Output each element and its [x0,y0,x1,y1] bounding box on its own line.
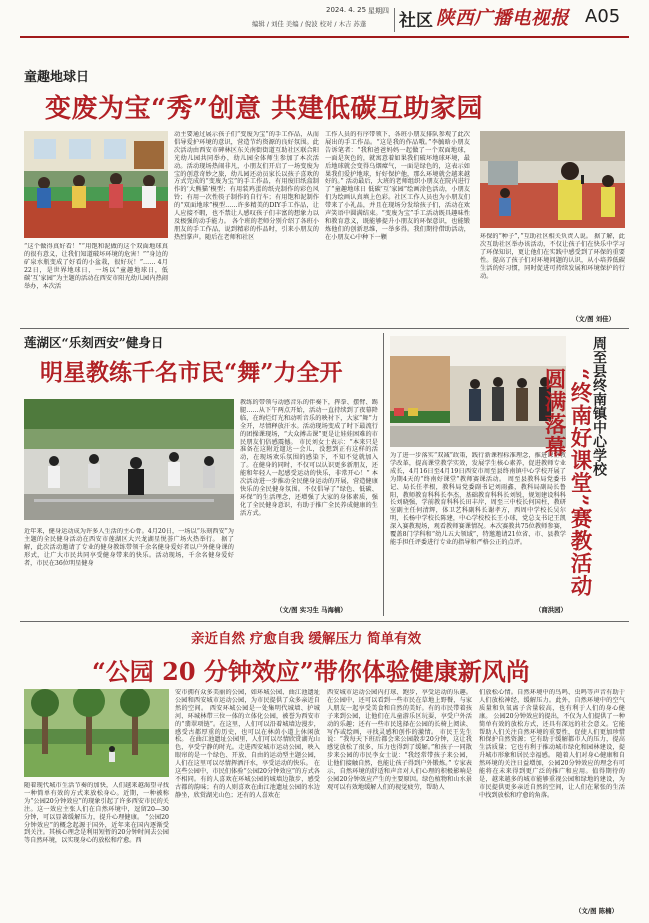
article1-credit: （文/图 刘佳） [572,315,615,323]
article3-vertical-headline: “终南好课堂”赛教活动圆满落幕 [541,368,592,598]
article3-body: 为了进一步落实“双减”政策，践行新课程标准理念，推进课堂教学改革，提高课堂教学实效，发展学生核心素养，促进教师专业成长，4月16日至4月19日西安市周至县终南镇中心学校开展了为期4天的“终南好课堂”教师赛课活动。 周至县教科局党委书记、局长任孝根，教科局党委副书记刘雨鑫，教科局副局长鲁阳，教师教育科科长李杰，基础教育科科长刘锐，规划建设科科长刘晓强，学前教育科科长田丰岸，周至三中校长何国柱，教研室副主任何清辉，体卫艺科副科长谢孝方，西周中学校长吴尔明，长杨中学校长陈建，中心学校校长王小球，党总支书记王凯深入赛教现场，观看教师赛课情况。本次赛教共75位教师参赛，覆盖8门学科和“幼儿五大领域”，特邀邀请21位省、市、县教学能手担任评委进行专业的指导和严格公正的点评。 [390,452,566,546]
article2-kicker: 莲湖区“乐刻西安”健身日 [24,335,164,350]
article3-credit: （商洪园） [535,606,567,614]
article3-vertical-kicker: 周至县终南镇中心学校 [591,336,607,476]
masthead-weekday: 星期四 [368,7,389,15]
park-photo [24,689,169,777]
article4-kicker: 亲近自然 疗愈自我 缓解压力 简单有效 [191,631,422,647]
masthead-rule [20,36,629,38]
article4-col3: 西安城市运动公园内打球、跑步，享受运动的乐趣。 在公园中，还可以看到一些市民在草地上野餐，与家人朋友一起享受美食和自然的美好。有的市民带着孩子来到公园，让他们在儿童游乐区玩耍，享受户外活动的乐趣；还有一些市民选择在公园的长椅上阅读、写作或绘画，寻找灵感和创作的激情。 市民王先生说：“我每天下班后都会来公园散步20分钟，这让我感觉放松了很多，压力也得到了缓解。”和孩子一同散步来公园的市民李女士说：“我经常带孩子来公园，让他们接触自然，也能让孩子得到户外锻炼。” 专家表示，自然环境的舒适和声音对人们心理的积极影响是公园20分钟效应产生的主要原因。绿色植物和山水景观可以有效地缓解人们的视觉疲劳，帮助人 [327,689,472,791]
section-name: 社区 [399,11,433,31]
article4-headline: “公园 20 分钟效应”带你体验健康新风尚 [92,657,530,686]
article1-col1: “这个做得真好看！”“用饱和泥做的这个双面地球真的很有意义，让我们知道破坏环境的危害！”“身边的矿泉水瓶变成了好看的小盆栽，很好玩！”…… 4月22日，是世界地球日，一场以“童趣地球日，低碳‘互’家园”为主题的活动在西安市阳光幼儿园内热闹举办，本次活 [24,243,168,290]
masthead-divider [394,8,395,32]
article1-col4: 环保的“种子”，”互助社区相关负责人说。 据了解，此次互助社区举办该活动，不仅让孩子们在快乐中学习了环保知识，更让他们在实践中感受到了环保的重要性。提高了孩子们对环境问题的认识，从小培养低碳生活的好习惯，同时促进可持续发展和环境保护的行动。 [480,233,625,280]
divider-after-article2 [20,621,629,622]
article4-col1: 随着现代城市生活节奏的加快，人们越来越渴望寻找一种简单有效的方式来放松身心。近期，一种被称为“公园20分钟效应”的现象引起了许多西安市民的关注。这一效应主张人们在自然环境中，逗留20—30分钟，可以显著缓解压力，提升心理健康。 “公园20分钟效应”的概念起源于国外，近年来在国内逐渐受到关注。其核心理念是利用短暂的20分钟时间去公园等自然环境，以实现身心的放松和疗愈。西 [24,782,169,845]
article1-col2: 动主要通过展示孩子们“变废为宝”的手工作品，从而倡导爱护环境的意识，营造节约资源的良好氛围。此次活动由西安市碑林区东关南街街道互助社区联合阳光幼儿园共同举办，幼儿园全体师生参加了本次活动。活动现场热闹非凡，小朋友们开启了一场变废为宝的创意奇妙之旅，幼儿园还动员家长以孩子喜欢的方式完成的“变废为宝”的手工作品，有用废旧纸盒制作的‘大熊猫’模型；有用装鸡蛋的纸壳制作的彩色风铃；有用一次性筷子制作的自行车；有用饱和泥制作的“双面地球”模型……许多精美的DIY手工作品，让人应接不暇，也不禁让人感叹孩子们丰富的想象力以及极强的动手能力。 各个班的老师分别介绍了各班小朋友的手工作品，说到精彩的作品时，引来小朋友的热烈掌声。随后在老师和社区 [174,131,319,241]
article2-col-right: 教练的带领与动感音乐的伴奏下，挥拳、摆臂、踢腿……从下午两点开始，活动一直持续到了夜幕降临，在绚烂灯光和动听音乐的映衬下，大家“舞”力全开，尽情释放汗水。活动现场变成了时下最流行的团操课现场，“大众搏击课”更是让娃娃困难的市民朋友们倍感震撼。 市民刘女士表示：“本来只是准备在这附近遛达一会儿，没想到正有这样的活动，在现场欢乐氛围的感染下，不知不觉就加入了。在健身的同时，不仅可以认识更多新朋友，还能和年轻人一起感受运动的快乐，非常开心！” 本次活动进一步推动全民健身运动的开展，营造健康快乐的全民健身氛围。不仅倡导了“绿色、低碳、环保”的生活理念，还增强了大家的身体素质，强化了全民健身意识，有助于推广全民养成健康的生活方式。 [240,399,378,517]
divider-article2-article3 [383,333,384,616]
paper-name-logo: 陕西广播电视报 [436,8,570,29]
divider-after-article1 [20,328,629,329]
masthead-staff: 编辑 / 刘佳 美编 / 倪波 校对 / 木吉 苏蓬 [252,20,367,28]
kids-crafts-photo [24,131,168,238]
article1-col3: 工作人员的有序带领下，各班小朋友排队参观了此次展出的手工作品。“这是我的作品哦。”李毓晗小朋友告诉笔者：“我和爸爸妈妈一起做了一个双面地球，一面是灰色的，就寓意着如果我们破坏地球环境，最后地球就会变得乌烟瘴气，一面是绿色的，这表示如果我们爱护地球，好好保护他，那么环境就会越来越好的。” 活动最后，大班的老师组织小朋友在院内进行了“童趣地球日 低碳‘互’家园”绘画涂色活动，小朋友们为绘画认真填上色彩。社区工作人员也为小朋友们带来了小礼品，并且在现场分发给孩子们，活动在欢声笑语中圆满结束。“变废为宝”手工活动既具趣味性和教育意义，既能够提升小朋友的环保意识，也能锻炼他们的创新思维，一举多得。我们期待借助活动，在小朋友心中种下一颗 [325,131,470,241]
article1-kicker: 童趣地球日 [24,70,90,85]
fitness-event-photo [24,399,234,520]
masthead-date: 2024. 4. 25 [326,6,367,14]
teacher-speaking-photo [480,131,625,228]
article4-col2: 安市拥有众多美丽的公园，如环城公园、曲江池遗址公园和西安城市运动公园，为市民提供了众多亲近自然的空间。 西安环城公园是一处集明代城墙、护城河、环城林带三位一体的立体化公园，被誉为西安市的“翡翠项链”。在这里，人们可以沿着城墙边漫步，感受古都厚重的历史，也可以在林荫小道上休闲放松。 在曲江池遗址公园里，人们可以尽情欣赏湖光山色，享受宁静的时光。走进西安城市运动公园，映入眼帘的是一个绿色、开放、自由的运动型主题公园，人们在这里可以尽情挥洒汗水，享受运动的快乐。 在这些公园中，市民们体验“公园20分钟效应”的方式各不相同。有的人喜欢在环城公园的城墙边散步，感受古都的韵味；有的人则喜欢在曲江池遗址公园的水边静坐，欣赏湖光山色；还有的人喜欢在 [175,689,320,799]
article2-credit: （文/图 实习生 马海楠） [276,606,347,614]
article2-col-left: 近年来，健身运动成为许多人生活的主心骨。4月20日，一场以“乐刻西安”为主题的全民健身活动在西安市莲湖区大兴龙湖星悦荟广场火热举行。 据了解，此次活动邀请了专业的健身教练带领千余名健身爱好者以户外健身课的形式，让广大市民共同享受健身带来的快乐。活动现场，千余名健身爱好者，市民在36位明星健身 [24,528,234,567]
article4-col4: 们放松心情。自然环境中的鸟鸣、虫鸣等声音有助于人们放松神经，缓解压力。此外，自然环境中的空气质量和负氧离子含量较高，也有利于人们的身心健康。 公园20分钟效应的提出，不仅为人们提供了一种简单有效的放松方式，还具有深远的社会意义。它能帮助人们关注自然环境的重要性，促使人们更加珍惜和保护自然资源；它有助于缓解都市人的压力，提高生活质量；它也有利于推动城市绿化和园林建设，提升城市形象和居民幸福感。 随着人们对身心健康和自然环境的关注日益增加，公园20分钟效应的理念有可能将在未来得到更广泛的推广和应用。值得期待的是，越来越多的城市能够重视公园和绿地的建设，为市民提供更多亲近自然的空间，让人们在紧张的生活中找到放松和疗愈的角落。 [479,689,625,799]
article4-credit: （文/图 陈楠） [575,907,618,915]
article1-headline: 变废为宝“秀”创意 共建低碳互助家园 [45,94,483,124]
article2-headline: 明星教练千名市民“舞”力全开 [40,359,343,386]
page-number: A05 [585,6,621,27]
